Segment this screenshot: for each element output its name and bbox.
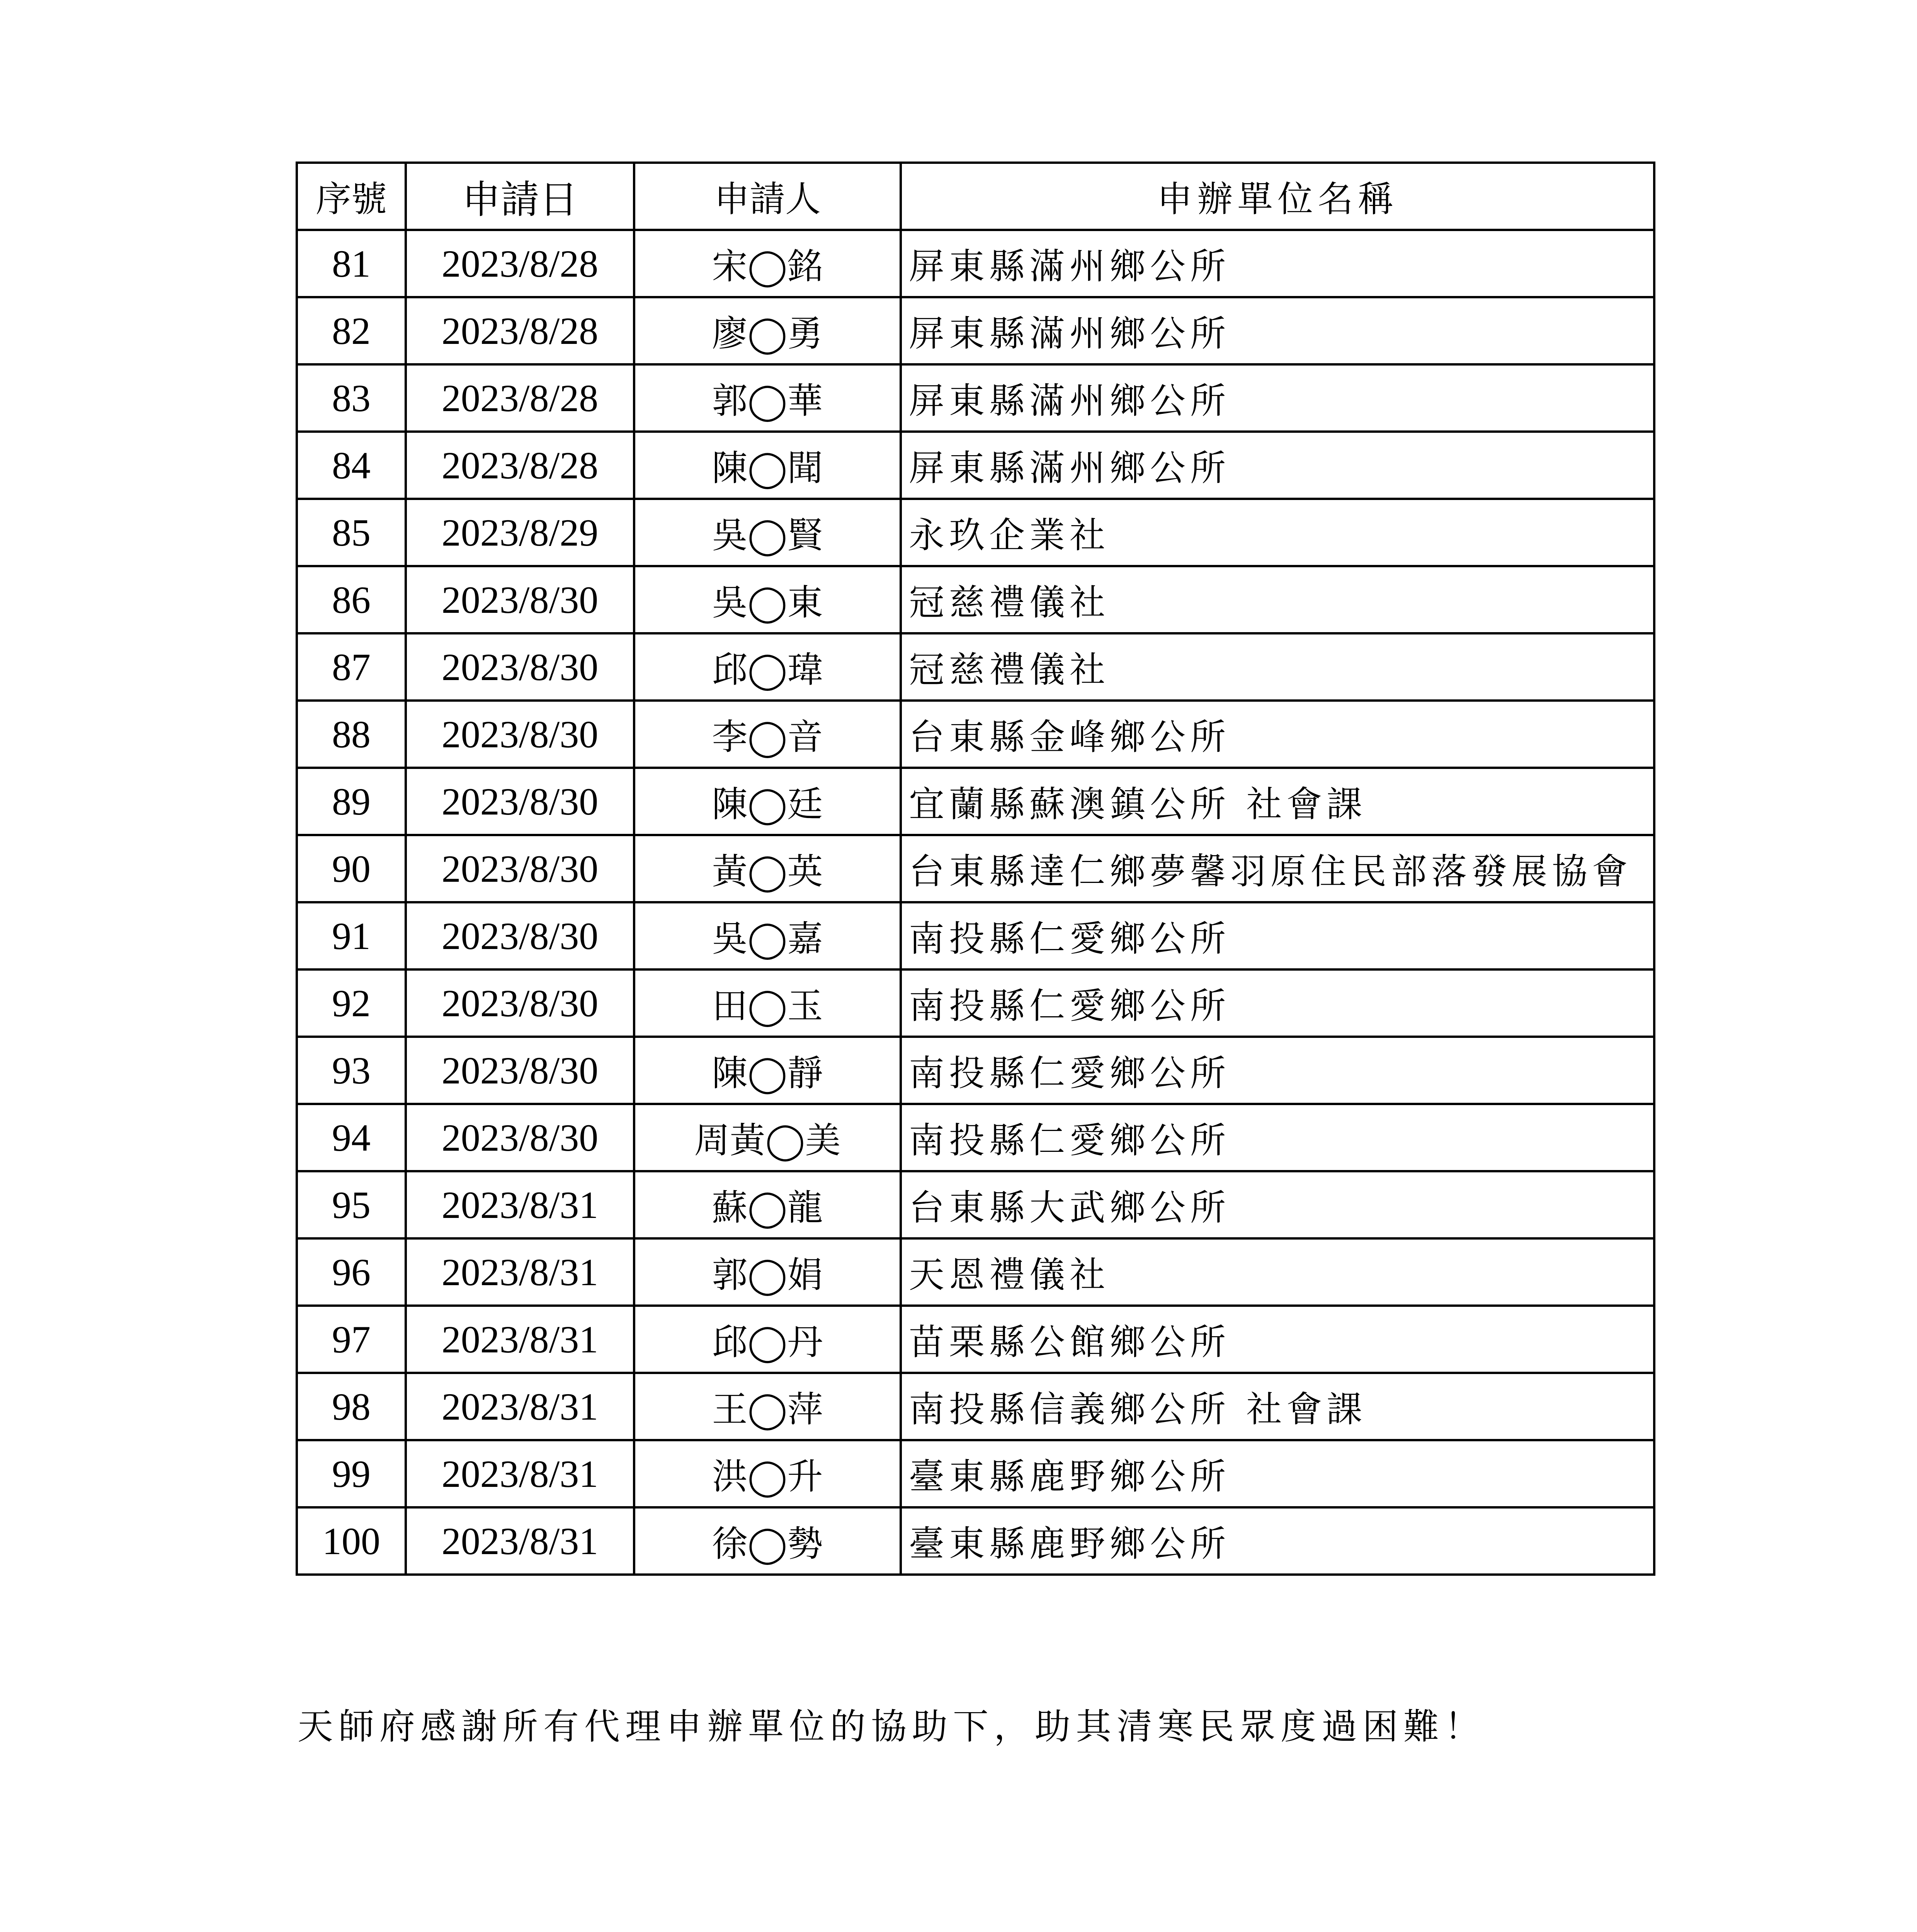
application-date-cell: 2023/8/28 (406, 432, 634, 499)
table-row (297, 1507, 1654, 1575)
application-date-cell: 2023/8/30 (406, 701, 634, 768)
application-date-cell: 2023/8/30 (406, 768, 634, 835)
applicant-cell: 廖◯勇 (634, 297, 901, 364)
serial-number-cell: 85 (297, 499, 406, 566)
table-row (297, 1440, 1654, 1507)
table-row (297, 297, 1654, 364)
applicant-cell: 李◯音 (634, 701, 901, 768)
applicant-cell: 邱◯瑋 (634, 633, 901, 701)
table-row (297, 499, 1654, 566)
application-date-cell: 2023/8/30 (406, 969, 634, 1037)
agency-name-cell: 天恩禮儀社 (901, 1238, 1654, 1306)
table-row (297, 1037, 1654, 1104)
header-agency-name: 申辦單位名稱 (901, 163, 1654, 230)
applicant-cell: 陳◯聞 (634, 432, 901, 499)
applicant-cell: 黃◯英 (634, 835, 901, 902)
closing-statement: 天師府感謝所有代理申辦單位的協助下，助其清寒民眾度過困難！ (298, 1706, 1486, 1747)
serial-number-cell: 87 (297, 633, 406, 701)
application-date-cell: 2023/8/30 (406, 902, 634, 969)
serial-number-cell: 82 (297, 297, 406, 364)
serial-number-cell: 84 (297, 432, 406, 499)
agency-name-cell: 南投縣仁愛鄉公所 (901, 969, 1654, 1037)
application-date-cell: 2023/8/29 (406, 499, 634, 566)
agency-name-cell: 苗栗縣公館鄉公所 (901, 1306, 1654, 1373)
table-row (297, 432, 1654, 499)
applicant-cell: 田◯玉 (634, 969, 901, 1037)
application-table (296, 162, 1655, 1576)
agency-name-cell: 冠慈禮儀社 (901, 566, 1654, 633)
table-row (297, 1306, 1654, 1373)
applicant-cell: 吳◯東 (634, 566, 901, 633)
application-date-cell: 2023/8/31 (406, 1306, 634, 1373)
serial-number-cell: 81 (297, 230, 406, 297)
application-date-cell: 2023/8/31 (406, 1507, 634, 1575)
application-date-cell: 2023/8/30 (406, 566, 634, 633)
table-row (297, 633, 1654, 701)
serial-number-cell: 98 (297, 1373, 406, 1440)
agency-name-cell: 永玖企業社 (901, 499, 1654, 566)
agency-name-cell: 屏東縣滿州鄉公所 (901, 432, 1654, 499)
applicant-cell: 吳◯賢 (634, 499, 901, 566)
serial-number-cell: 93 (297, 1037, 406, 1104)
serial-number-cell: 94 (297, 1104, 406, 1171)
application-date-cell: 2023/8/28 (406, 230, 634, 297)
serial-number-cell: 92 (297, 969, 406, 1037)
serial-number-cell: 88 (297, 701, 406, 768)
application-date-cell: 2023/8/31 (406, 1171, 634, 1238)
application-date-cell: 2023/8/28 (406, 297, 634, 364)
agency-name-cell: 南投縣仁愛鄉公所 (901, 902, 1654, 969)
applicant-cell: 郭◯娟 (634, 1238, 901, 1306)
applicant-cell: 周黃◯美 (634, 1104, 901, 1171)
agency-name-cell: 宜蘭縣蘇澳鎮公所 社會課 (901, 768, 1654, 835)
applicant-cell: 陳◯廷 (634, 768, 901, 835)
applicant-cell: 郭◯華 (634, 364, 901, 432)
serial-number-cell: 89 (297, 768, 406, 835)
table-row (297, 768, 1654, 835)
application-date-cell: 2023/8/31 (406, 1373, 634, 1440)
header-serial-number: 序號 (297, 163, 406, 230)
agency-name-cell: 台東縣達仁鄉夢馨羽原住民部落發展協會 (901, 835, 1654, 902)
serial-number-cell: 100 (297, 1507, 406, 1575)
agency-name-cell: 屏東縣滿州鄉公所 (901, 230, 1654, 297)
table-row (297, 364, 1654, 432)
application-date-cell: 2023/8/30 (406, 1037, 634, 1104)
header-application-date: 申請日 (406, 163, 634, 230)
table-row (297, 1171, 1654, 1238)
serial-number-cell: 86 (297, 566, 406, 633)
applicant-cell: 徐◯勢 (634, 1507, 901, 1575)
serial-number-cell: 97 (297, 1306, 406, 1373)
table-row (297, 1238, 1654, 1306)
agency-name-cell: 屏東縣滿州鄉公所 (901, 364, 1654, 432)
agency-name-cell: 南投縣仁愛鄉公所 (901, 1104, 1654, 1171)
serial-number-cell: 91 (297, 902, 406, 969)
applicant-cell: 吳◯嘉 (634, 902, 901, 969)
application-date-cell: 2023/8/30 (406, 835, 634, 902)
agency-name-cell: 台東縣大武鄉公所 (901, 1171, 1654, 1238)
applicant-cell: 洪◯升 (634, 1440, 901, 1507)
serial-number-cell: 95 (297, 1171, 406, 1238)
agency-name-cell: 臺東縣鹿野鄉公所 (901, 1507, 1654, 1575)
table-row (297, 1104, 1654, 1171)
application-date-cell: 2023/8/31 (406, 1238, 634, 1306)
serial-number-cell: 90 (297, 835, 406, 902)
table-row (297, 566, 1654, 633)
header-applicant: 申請人 (634, 163, 901, 230)
table-row (297, 1373, 1654, 1440)
serial-number-cell: 99 (297, 1440, 406, 1507)
agency-name-cell: 南投縣仁愛鄉公所 (901, 1037, 1654, 1104)
agency-name-cell: 屏東縣滿州鄉公所 (901, 297, 1654, 364)
application-date-cell: 2023/8/30 (406, 1104, 634, 1171)
applicant-cell: 蘇◯龍 (634, 1171, 901, 1238)
table-row (297, 902, 1654, 969)
applicant-cell: 王◯萍 (634, 1373, 901, 1440)
application-date-cell: 2023/8/28 (406, 364, 634, 432)
agency-name-cell: 臺東縣鹿野鄉公所 (901, 1440, 1654, 1507)
applicant-cell: 宋◯銘 (634, 230, 901, 297)
agency-name-cell: 冠慈禮儀社 (901, 633, 1654, 701)
table-row (297, 230, 1654, 297)
application-date-cell: 2023/8/31 (406, 1440, 634, 1507)
application-date-cell: 2023/8/30 (406, 633, 634, 701)
serial-number-cell: 83 (297, 364, 406, 432)
table-row (297, 701, 1654, 768)
serial-number-cell: 96 (297, 1238, 406, 1306)
table-row (297, 835, 1654, 902)
table-row (297, 969, 1654, 1037)
table-body (297, 230, 1654, 1575)
agency-name-cell: 台東縣金峰鄉公所 (901, 701, 1654, 768)
applicant-cell: 陳◯靜 (634, 1037, 901, 1104)
applicant-cell: 邱◯丹 (634, 1306, 901, 1373)
table-header-row (297, 163, 1654, 230)
agency-name-cell: 南投縣信義鄉公所 社會課 (901, 1373, 1654, 1440)
